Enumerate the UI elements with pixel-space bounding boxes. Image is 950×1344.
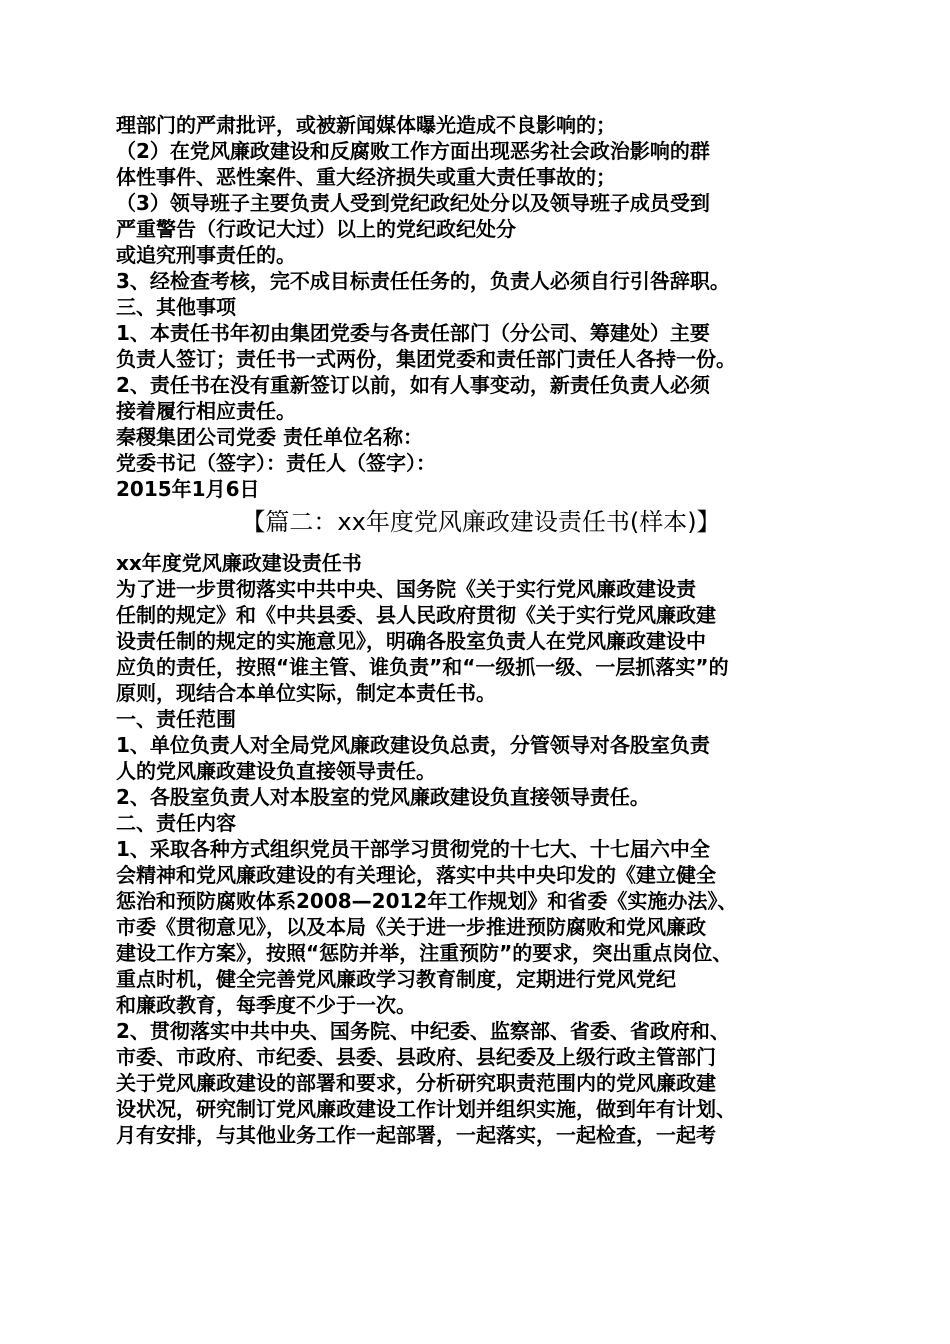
text-line: 2、各股室负责人对本股室的党风廉政建设负直接领导责任。 — [116, 785, 650, 809]
text-line: 任制的规定》和《中共县委、县人民政府贯彻《关于实行党风廉政建 — [116, 603, 716, 627]
text-line: 1、单位负责人对全局党风廉政建设负总责，分管领导对各股室负责 — [116, 733, 710, 757]
text-line: 二、责任内容 — [116, 811, 236, 835]
text-line: （2）在党风廉政建设和反腐败工作方面出现恶劣社会政治影响的群 — [116, 139, 710, 163]
text-line: 原则，现结合本单位实际，制定本责任书。 — [116, 681, 496, 705]
text-line: 体性事件、恶性案件、重大经济损失或重大责任事故的； — [116, 165, 616, 189]
text-line: 2、贯彻落实中共中央、国务院、中纪委、监察部、省委、省政府和、 — [116, 1019, 730, 1043]
text-line: 2、责任书在没有重新签订以前，如有人事变动，新责任负责人必须 — [116, 373, 710, 397]
text-line: 3、经检查考核，完不成目标责任任务的，负责人必须自行引咎辞职。 — [116, 269, 730, 293]
text-line: 理部门的严肃批评，或被新闻媒体曝光造成不良影响的； — [116, 113, 616, 137]
text-line: 市委《贯彻意见》，以及本局《关于进一步推进预防腐败和党风廉政 — [116, 915, 706, 939]
text-line: 应负的责任，按照“谁主管、谁负责”和“一级抓一级、一层抓落实”的 — [116, 655, 729, 679]
text-line: 会精神和党风廉政建设的有关理论，落实中共中央印发的《建立健全 — [116, 863, 716, 887]
text-line: 惩治和预防腐败体系2008—2012年工作规划》和省委《实施办法》、 — [116, 889, 738, 913]
text-line: 或追究刑事责任的。 — [116, 243, 296, 267]
text-line: 为了进一步贯彻落实中共中央、国务院《关于实行党风廉政建设责 — [116, 577, 696, 601]
text-line: 一、责任范围 — [116, 707, 236, 731]
text-line: 党委书记（签字）：责任人（签字）： — [116, 451, 436, 475]
section-two-body — [116, 550, 846, 1148]
text-line: 接着履行相应责任。 — [116, 399, 296, 423]
text-line: xx年度党风廉政建设责任书 — [116, 551, 362, 575]
text-line: 设状况，研究制订党风廉政建设工作计划并组织实施，做到年有计划、 — [116, 1097, 736, 1121]
text-line: 重点时机，健全完善党风廉政学习教育制度，定期进行党风党纪 — [116, 967, 676, 991]
text-line: 月有安排，与其他业务工作一起部署，一起落实，一起检查，一起考 — [116, 1123, 716, 1147]
text-line: 秦稷集团公司党委 责任单位名称： — [116, 425, 423, 449]
text-line: 建设工作方案》，按照“惩防并举，注重预防”的要求，突出重点岗位、 — [116, 941, 733, 965]
text-line: 市委、市政府、市纪委、县委、县政府、县纪委及上级行政主管部门 — [116, 1045, 716, 1069]
document-body — [116, 112, 846, 1148]
text-line: 设责任制的规定的实施意见》，明确各股室负责人在党风廉政建设中 — [116, 629, 706, 653]
section-title: 【篇二：xx年度党风廉政建设责任书(样本)】 — [241, 508, 721, 536]
text-line: 三、其他事项 — [116, 295, 236, 319]
text-line: 1、本责任书年初由集团党委与各责任部门（分公司、筹建处）主要 — [116, 321, 710, 345]
text-line: 1、采取各种方式组织党员干部学习贯彻党的十七大、十七届六中全 — [116, 837, 710, 861]
text-line: 严重警告（行政记大过）以上的党纪政纪处分 — [116, 217, 516, 241]
text-line: 负责人签订；责任书一式两份，集团党委和责任部门责任人各持一份。 — [116, 347, 736, 371]
text-line: 2015年1月6日 — [116, 477, 260, 501]
text-line: 人的党风廉政建设负直接领导责任。 — [116, 759, 436, 783]
text-line: 和廉政教育，每季度不少于一次。 — [116, 993, 416, 1017]
text-line: （3）领导班子主要负责人受到党纪政纪处分以及领导班子成员受到 — [116, 191, 710, 215]
section-one-continuation — [116, 112, 846, 502]
text-line: 关于党风廉政建设的部署和要求，分析研究职责范围内的党风廉政建 — [116, 1071, 716, 1095]
